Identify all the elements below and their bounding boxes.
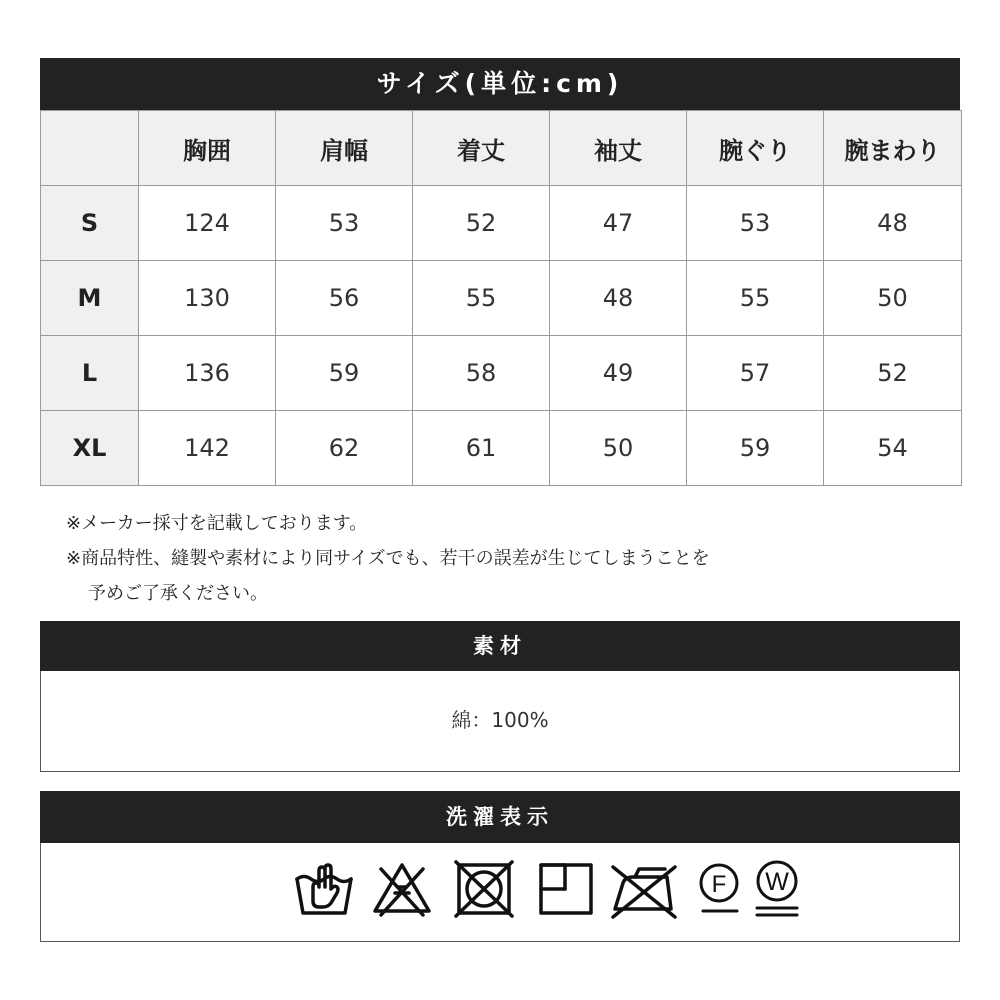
line-dry-shade-icon	[535, 857, 597, 923]
table-row	[41, 411, 962, 486]
table-cell: 49	[550, 336, 687, 411]
table-cell: 62	[276, 411, 413, 486]
dry-clean-letter: F	[711, 871, 727, 898]
table-cell: 48	[550, 261, 687, 336]
column-header: 肩幅	[276, 111, 413, 186]
wet-clean-w-icon	[753, 857, 803, 931]
material-section-title: 素材	[473, 634, 527, 658]
note-line: ※メーカー採寸を記載しております。	[66, 513, 368, 534]
table-row	[41, 336, 962, 411]
no-tumble-dry-icon	[453, 857, 515, 923]
table-cell: 53	[276, 186, 413, 261]
table-cell: 58	[413, 336, 550, 411]
care-icons	[293, 857, 813, 927]
table-cell: 61	[413, 411, 550, 486]
table-cell: 59	[276, 336, 413, 411]
table-cell: 48	[824, 186, 962, 261]
size-label: L	[41, 336, 139, 411]
table-cell: 53	[687, 186, 824, 261]
table-cell: 55	[687, 261, 824, 336]
size-section-header	[40, 58, 960, 110]
care-box	[40, 843, 960, 942]
material-section-header	[40, 621, 960, 671]
table-corner-cell	[41, 111, 139, 186]
column-header: 袖丈	[550, 111, 687, 186]
size-label: M	[41, 261, 139, 336]
note-line: 予めご了承ください。	[88, 583, 268, 604]
column-header: 腕ぐり	[687, 111, 824, 186]
table-cell: 59	[687, 411, 824, 486]
table-cell: 52	[413, 186, 550, 261]
column-header: 胸囲	[139, 111, 276, 186]
size-table	[40, 110, 962, 486]
column-header: 着丈	[413, 111, 550, 186]
no-bleach-icon	[371, 857, 433, 923]
table-cell: 50	[550, 411, 687, 486]
table-row	[41, 186, 962, 261]
no-iron-icon	[609, 857, 679, 923]
column-header: 腕まわり	[824, 111, 962, 186]
size-section-title: サイズ(単位:cm)	[376, 69, 624, 98]
table-cell: 54	[824, 411, 962, 486]
table-cell: 57	[687, 336, 824, 411]
table-header-row	[41, 111, 962, 186]
hand-wash-icon	[293, 857, 355, 923]
table-cell: 142	[139, 411, 276, 486]
table-cell: 50	[824, 261, 962, 336]
table-cell: 52	[824, 336, 962, 411]
table-cell: 55	[413, 261, 550, 336]
table-cell: 124	[139, 186, 276, 261]
table-cell: 47	[550, 186, 687, 261]
notes	[66, 506, 946, 611]
wet-clean-letter: W	[765, 868, 789, 896]
table-cell: 130	[139, 261, 276, 336]
material-value: 綿：100%	[451, 708, 549, 732]
material-box	[40, 671, 960, 772]
table-row	[41, 261, 962, 336]
dry-clean-f-icon	[697, 857, 747, 923]
size-label: S	[41, 186, 139, 261]
care-section-title: 洗濯表示	[446, 805, 554, 829]
note-line: ※商品特性、縫製や素材により同サイズでも、若干の誤差が生じてしまうことを	[66, 548, 710, 569]
size-label: XL	[41, 411, 139, 486]
table-cell: 136	[139, 336, 276, 411]
table-cell: 56	[276, 261, 413, 336]
care-section-header	[40, 791, 960, 843]
